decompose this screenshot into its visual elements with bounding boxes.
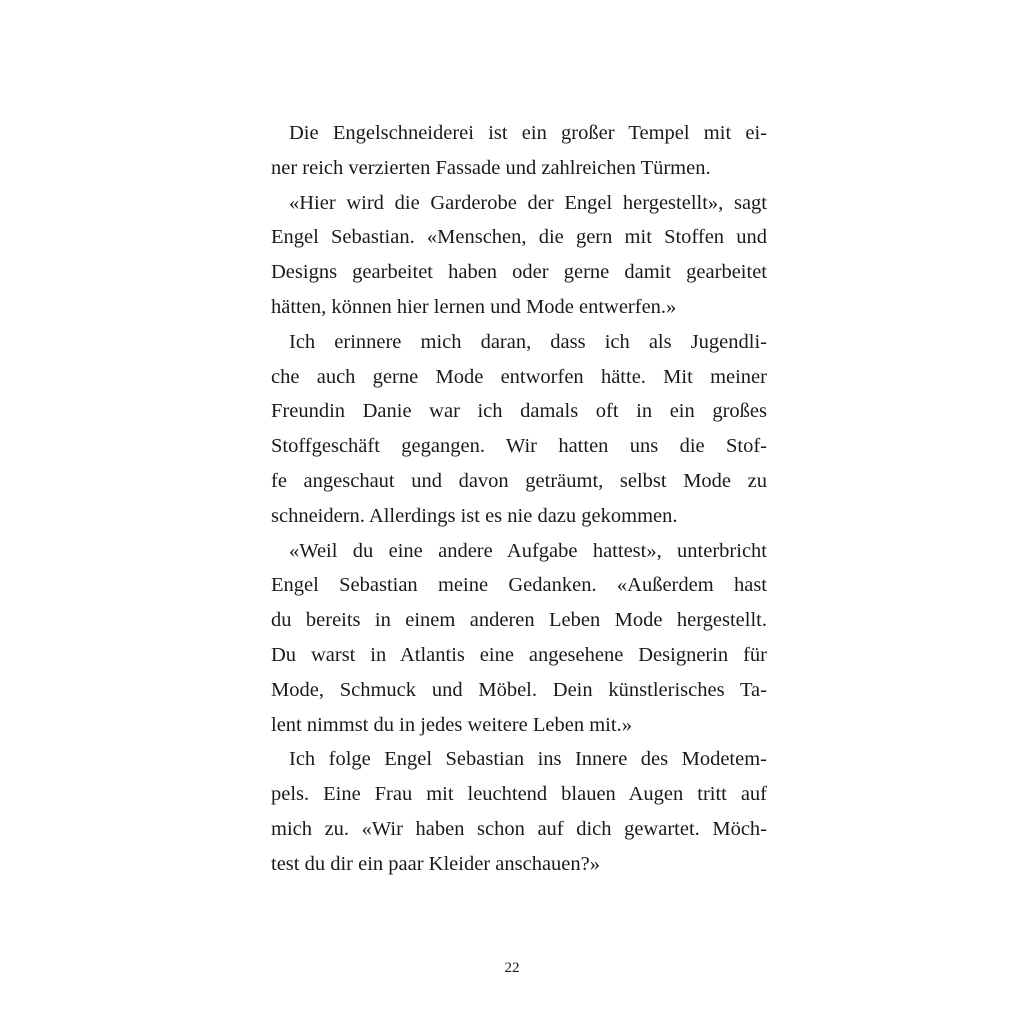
text-line: lent nimmst du in jedes weitere Leben mit.» [271,713,632,736]
text-line: che auch gerne Mode entworfen hätte. Mit meiner [271,365,767,388]
text-line: Engel Sebastian. «Menschen, die gern mit Stoffen und [271,226,767,249]
text-line: Mode, Schmuck und Möbel. Dein künstlerisches Ta- [271,678,767,701]
text-line: Freundin Danie war ich damals oft in ein großes [271,400,767,423]
text-line: Ich folge Engel Sebastian ins Innere des Modetem- [289,748,767,771]
text-line: hätten, können hier lernen und Mode entwerfen.» [271,295,677,318]
text-line: «Hier wird die Garderobe der Engel hergestellt», sagt [289,191,767,214]
text-line: du bereits in einem anderen Leben Mode hergestellt. [271,609,767,632]
text-line: pels. Eine Frau mit leuchtend blauen Augen tritt auf [271,783,767,806]
text-line: Die Engelschneiderei ist ein großer Tempel mit ei- [289,122,767,144]
body-text [271,116,767,882]
page-number: 22 [504,960,520,976]
text-line: Du warst in Atlantis eine angesehene Designerin für [271,643,767,666]
text-line: ner reich verzierten Fassade und zahlreichen Türmen. [271,156,711,179]
text-line: Ich erinnere mich daran, dass ich als Jugendli- [289,330,767,353]
text-line: Engel Sebastian meine Gedanken. «Außerdem hast [271,574,767,597]
text-line: «Weil du eine andere Aufgabe hattest», unterbricht [289,539,767,562]
text-line: fe angeschaut und davon geträumt, selbst Mode zu [271,469,767,492]
text-line: Stoffgeschäft gegangen. Wir hatten uns die Stof- [271,435,767,458]
text-line: test du dir ein paar Kleider anschauen?» [271,852,601,875]
text-line: mich zu. «Wir haben schon auf dich gewartet. Möch- [271,817,767,840]
text-line: Designs gearbeitet haben oder gerne damit gearbeitet [271,261,767,284]
text-line: schneidern. Allerdings ist es nie dazu gekommen. [271,504,678,527]
